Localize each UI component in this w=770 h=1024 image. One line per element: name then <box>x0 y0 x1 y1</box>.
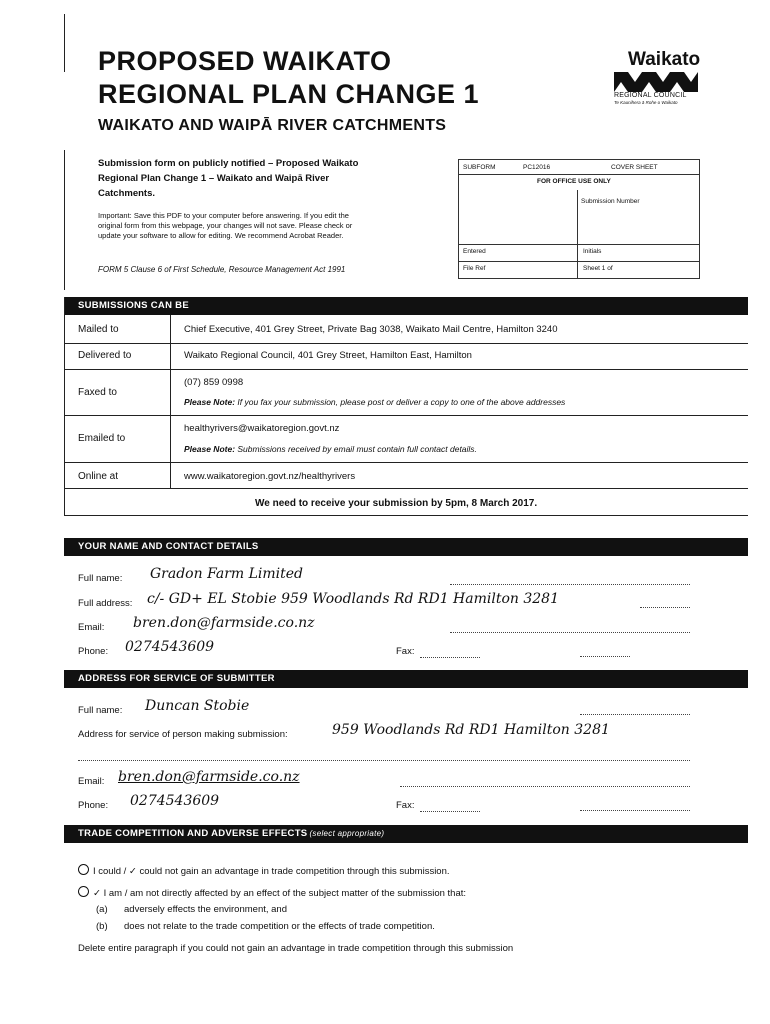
submissions-left-rule <box>64 297 65 515</box>
service-email-field[interactable]: bren.don@farmside.co.nz <box>118 769 300 785</box>
emailed-value: healthyrivers@waikatoregion.govt.nz <box>184 423 340 434</box>
trade-item-b-label: (b) <box>96 921 108 932</box>
office-entered: Entered <box>463 248 486 255</box>
contact-phone-field[interactable]: 0274543609 <box>125 639 215 655</box>
office-subform: SUBFORM <box>463 164 496 171</box>
intro-left-rule <box>64 150 65 290</box>
office-sheet: Sheet 1 of <box>583 265 613 272</box>
office-divider <box>459 174 699 175</box>
section-bottom-rule <box>64 515 748 516</box>
service-fullname-field[interactable]: Duncan Stobie <box>145 698 250 714</box>
service-fax-field[interactable] <box>420 811 480 812</box>
service-phone-label: Phone: <box>78 800 109 811</box>
submission-deadline: We need to receive your submission by 5pm, 8 March 2017. <box>255 498 538 509</box>
online-label: Online at <box>78 471 119 482</box>
faxed-label: Faxed to <box>78 387 117 398</box>
page-title-line1: PROPOSED WAIKATO <box>98 46 392 76</box>
contact-address-field[interactable]: c/- GD+ EL Stobie 959 Woodlands Rd RD1 Hamilton 3281 <box>147 591 559 607</box>
mailed-label: Mailed to <box>78 324 119 335</box>
office-file-ref: File Ref <box>463 265 486 272</box>
office-divider2 <box>459 244 699 245</box>
office-divider3 <box>459 261 699 262</box>
office-initials: Initials <box>583 248 602 255</box>
service-address-label: Address for service of person making submission: <box>78 729 288 740</box>
trade-item-a-label: (a) <box>96 904 108 915</box>
faxed-note: Please Note: If you fax your submission, please post or deliver a copy to one of the above addresses <box>184 397 566 407</box>
service-phone-field[interactable]: 0274543609 <box>130 793 220 809</box>
row-divider <box>64 462 748 463</box>
service-fullname-label: Full name: <box>78 705 123 716</box>
intro-form-reference: FORM 5 Clause 6 of First Schedule, Resource Management Act 1991 <box>98 265 346 274</box>
trade-heading: TRADE COMPETITION AND ADVERSE EFFECTS (select appropriate) <box>64 825 748 843</box>
logo-name: Waikato <box>628 49 701 70</box>
emailed-label: Emailed to <box>78 433 126 444</box>
logo-wave-icon <box>614 72 698 92</box>
office-code: PC12016 <box>523 164 551 171</box>
page-title-line2: REGIONAL PLAN CHANGE 1 <box>98 79 480 109</box>
mailed-value: Chief Executive, 401 Grey Street, Private Bag 3038, Waikato Mail Centre, Hamilton 3240 <box>184 324 558 335</box>
trade-item-a: adversely effects the environment, and <box>124 904 288 915</box>
online-value: www.waikatoregion.govt.nz/healthyrivers <box>184 471 356 482</box>
contact-email-label: Email: <box>78 622 105 633</box>
row-divider <box>64 488 748 489</box>
radio-am[interactable] <box>78 886 89 897</box>
row-divider <box>64 415 748 416</box>
intro-heading: Submission form on publicly notified – Proposed Waikato Regional Plan Change 1 – Waikato and Waipā River Catchments. <box>98 158 359 199</box>
row-divider <box>64 369 748 370</box>
left-margin-rule <box>64 14 65 72</box>
service-email-label: Email: <box>78 776 105 787</box>
office-use-box <box>458 159 700 279</box>
contact-phone-label: Phone: <box>78 646 109 657</box>
office-cover: COVER SHEET <box>611 164 658 171</box>
logo-subtitle: REGIONAL COUNCIL <box>614 92 687 99</box>
submissions-heading: SUBMISSIONS CAN BE <box>64 297 748 315</box>
faxed-value: (07) 859 0998 <box>184 377 244 388</box>
field-line <box>580 656 630 657</box>
radio-could[interactable] <box>78 864 89 875</box>
trade-option-affected[interactable]: ✓ I am / am not directly affected by an effect of the subject matter of the submission that: <box>78 886 466 899</box>
intro-important: Important: Save this PDF to your computer before answering. If you edit the original form from this webpage, your changes will not save. Please check or update your software to allow for editing. We recommend Acrobat Reader. <box>98 211 353 240</box>
trade-option-could[interactable]: I could / ✓ could not gain an advantage in trade competition through this submission. <box>78 864 450 877</box>
field-line <box>580 810 690 811</box>
service-address-field[interactable]: 959 Woodlands Rd RD1 Hamilton 3281 <box>332 722 610 738</box>
contact-heading: YOUR NAME AND CONTACT DETAILS <box>64 538 748 556</box>
contact-fullname-field[interactable]: Gradon Farm Limited <box>150 566 304 582</box>
contact-email-field[interactable]: bren.don@farmside.co.nz <box>133 615 315 631</box>
field-line <box>450 632 690 633</box>
delivered-label: Delivered to <box>78 350 132 361</box>
trade-item-b: does not relate to the trade competition or the effects of trade competition. <box>124 921 435 932</box>
row-divider <box>64 343 748 344</box>
page-subtitle: WAIKATO AND WAIPĀ RIVER CATCHMENTS <box>98 117 447 134</box>
delivered-value: Waikato Regional Council, 401 Grey Street, Hamilton East, Hamilton <box>184 350 472 361</box>
service-fax-label: Fax: <box>396 800 415 811</box>
field-line <box>78 760 690 761</box>
office-vdivider <box>577 190 578 278</box>
office-heading: FOR OFFICE USE ONLY <box>537 178 611 185</box>
emailed-note: Please Note: Submissions received by email must contain full contact details. <box>184 444 477 454</box>
logo-tagline: Te Kaunihera ā Rohe o Waikato <box>614 100 678 105</box>
field-line <box>640 607 690 608</box>
service-heading: ADDRESS FOR SERVICE OF SUBMITTER <box>64 670 748 688</box>
field-line <box>400 786 690 787</box>
contact-fax-field[interactable] <box>420 657 480 658</box>
field-line <box>450 584 690 585</box>
contact-fullname-label: Full name: <box>78 573 123 584</box>
field-line <box>580 714 690 715</box>
office-submission-number: Submission Number <box>581 198 640 205</box>
contact-address-label: Full address: <box>78 598 133 609</box>
trade-delete-note: Delete entire paragraph if you could not gain an advantage in trade competition through this submission <box>78 943 514 954</box>
contact-fax-label: Fax: <box>396 646 415 657</box>
